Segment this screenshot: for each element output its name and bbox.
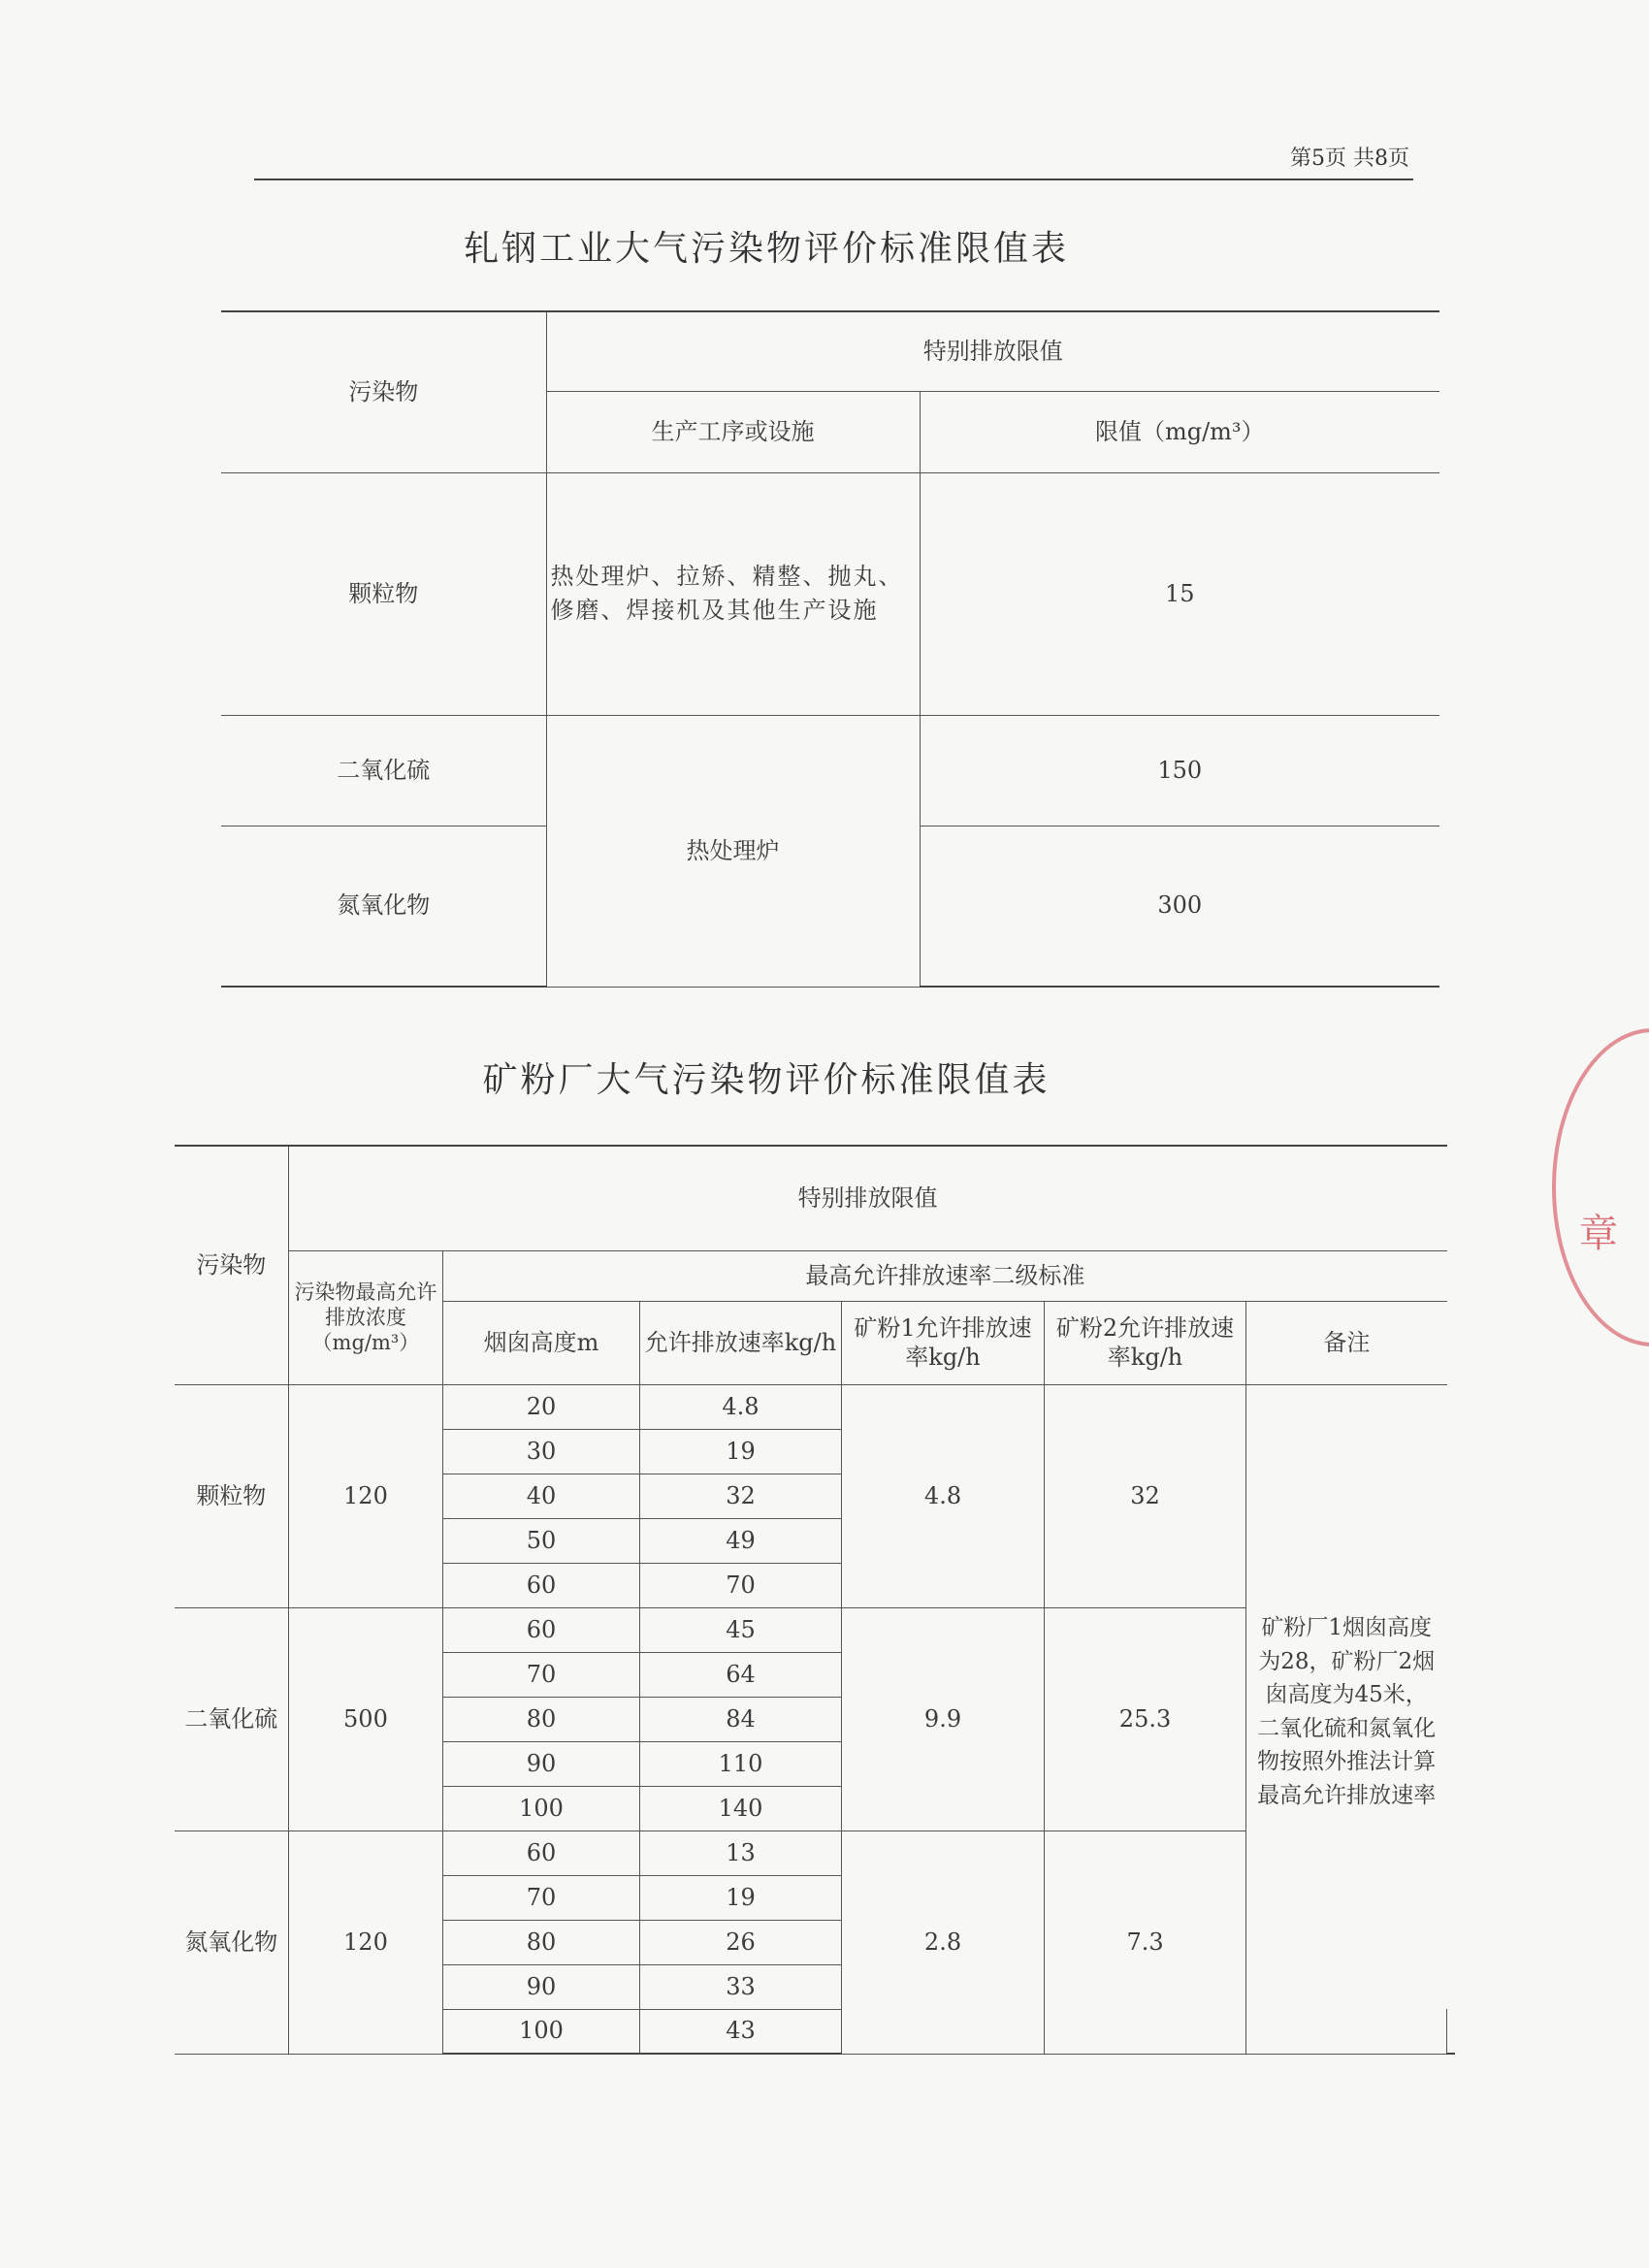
t1-header-limit: 限值（mg/m³） xyxy=(920,391,1439,472)
t2-rate: 19 xyxy=(639,1875,842,1920)
t2-height: 100 xyxy=(443,2009,640,2054)
t2-pollutant: 二氧化硫 xyxy=(175,1607,288,1831)
t2-height: 80 xyxy=(443,1920,640,1964)
seal-text: 章 xyxy=(1579,1212,1618,1256)
t1-header-pollutant: 污染物 xyxy=(221,311,546,472)
t2-header-plant1: 矿粉1允许排放速率kg/h xyxy=(842,1301,1045,1384)
t2-height: 70 xyxy=(443,1875,640,1920)
t2-height: 50 xyxy=(443,1518,640,1563)
t2-rate: 70 xyxy=(639,1563,842,1607)
t2-rate: 26 xyxy=(639,1920,842,1964)
t2-plant1-rate: 9.9 xyxy=(842,1607,1045,1831)
t2-note-bottom xyxy=(1447,2009,1456,2054)
t2-header-height: 烟囱高度m xyxy=(443,1301,640,1384)
ore-powder-limits-table xyxy=(175,1145,1455,2055)
t2-height: 60 xyxy=(443,1563,640,1607)
t2-height: 60 xyxy=(443,1607,640,1652)
t2-plant2-rate: 25.3 xyxy=(1044,1607,1246,1831)
t1-pollutant: 氮氧化物 xyxy=(221,826,546,987)
t2-rate: 43 xyxy=(639,2009,842,2054)
t2-pollutant: 氮氧化物 xyxy=(175,1831,288,2054)
t2-height: 80 xyxy=(443,1697,640,1741)
t2-rate: 84 xyxy=(639,1697,842,1741)
t2-height: 70 xyxy=(443,1652,640,1697)
t2-note-top xyxy=(1246,1384,1447,1607)
t2-rate: 45 xyxy=(639,1607,842,1652)
t2-conc: 500 xyxy=(288,1607,443,1831)
t1-process: 热处理炉、拉矫、精整、抛丸、修磨、焊接机及其他生产设施 xyxy=(546,472,920,715)
t1-limit: 15 xyxy=(920,472,1439,715)
t2-header-special-limit: 特别排放限值 xyxy=(288,1146,1446,1250)
t2-plant1-rate: 4.8 xyxy=(842,1384,1045,1607)
t2-pollutant: 颗粒物 xyxy=(175,1384,288,1607)
t2-rate: 19 xyxy=(639,1429,842,1474)
t2-height: 90 xyxy=(443,1964,640,2009)
page-number: 第5页 共8页 xyxy=(1290,146,1409,171)
t2-rate: 49 xyxy=(639,1518,842,1563)
t2-header-note: 备注 xyxy=(1246,1301,1447,1384)
t1-limit: 300 xyxy=(920,826,1439,987)
t1-header-process: 生产工序或设施 xyxy=(546,391,920,472)
t2-height: 90 xyxy=(443,1741,640,1786)
rolling-steel-limits-table xyxy=(221,310,1439,988)
t2-rate: 110 xyxy=(639,1741,842,1786)
t1-pollutant: 二氧化硫 xyxy=(221,715,546,826)
t2-rate: 140 xyxy=(639,1786,842,1831)
table2-title: 矿粉厂大气污染物评价标准限值表 xyxy=(482,1060,1051,1100)
t2-height: 30 xyxy=(443,1429,640,1474)
t2-rate: 33 xyxy=(639,1964,842,2009)
t2-plant2-rate: 7.3 xyxy=(1044,1831,1246,2054)
t2-header-rate: 允许排放速率kg/h xyxy=(639,1301,842,1384)
t1-process: 热处理炉 xyxy=(546,715,920,987)
page-header xyxy=(254,134,1413,180)
t2-plant2-rate: 32 xyxy=(1044,1384,1246,1607)
t2-rate: 32 xyxy=(639,1474,842,1518)
t2-height: 60 xyxy=(443,1831,640,1875)
t2-header-conc: 污染物最高允许排放浓度（mg/m³） xyxy=(288,1250,443,1384)
t1-pollutant: 颗粒物 xyxy=(221,472,546,715)
t2-conc: 120 xyxy=(288,1831,443,2054)
t2-conc: 120 xyxy=(288,1384,443,1607)
t2-header-plant2: 矿粉2允许排放速率kg/h xyxy=(1044,1301,1246,1384)
t2-header-rate-std: 最高允许排放速率二级标准 xyxy=(443,1250,1447,1301)
t1-limit: 150 xyxy=(920,715,1439,826)
table1-title: 轧钢工业大气污染物评价标准限值表 xyxy=(463,229,1069,269)
t2-height: 20 xyxy=(443,1384,640,1429)
t2-plant1-rate: 2.8 xyxy=(842,1831,1045,2054)
t2-rate: 64 xyxy=(639,1652,842,1697)
t2-height: 100 xyxy=(443,1786,640,1831)
t2-rate: 4.8 xyxy=(639,1384,842,1429)
t1-header-special-limit: 特别排放限值 xyxy=(546,311,1439,391)
t2-height: 40 xyxy=(443,1474,640,1518)
t2-rate: 13 xyxy=(639,1831,842,1875)
t2-header-pollutant: 污染物 xyxy=(175,1146,288,1384)
t2-note: 矿粉厂1烟囱高度为28，矿粉厂2烟囱高度为45米，二氧化硫和氮氧化物按照外推法计算最高允许排放速率 xyxy=(1246,1607,1447,2054)
